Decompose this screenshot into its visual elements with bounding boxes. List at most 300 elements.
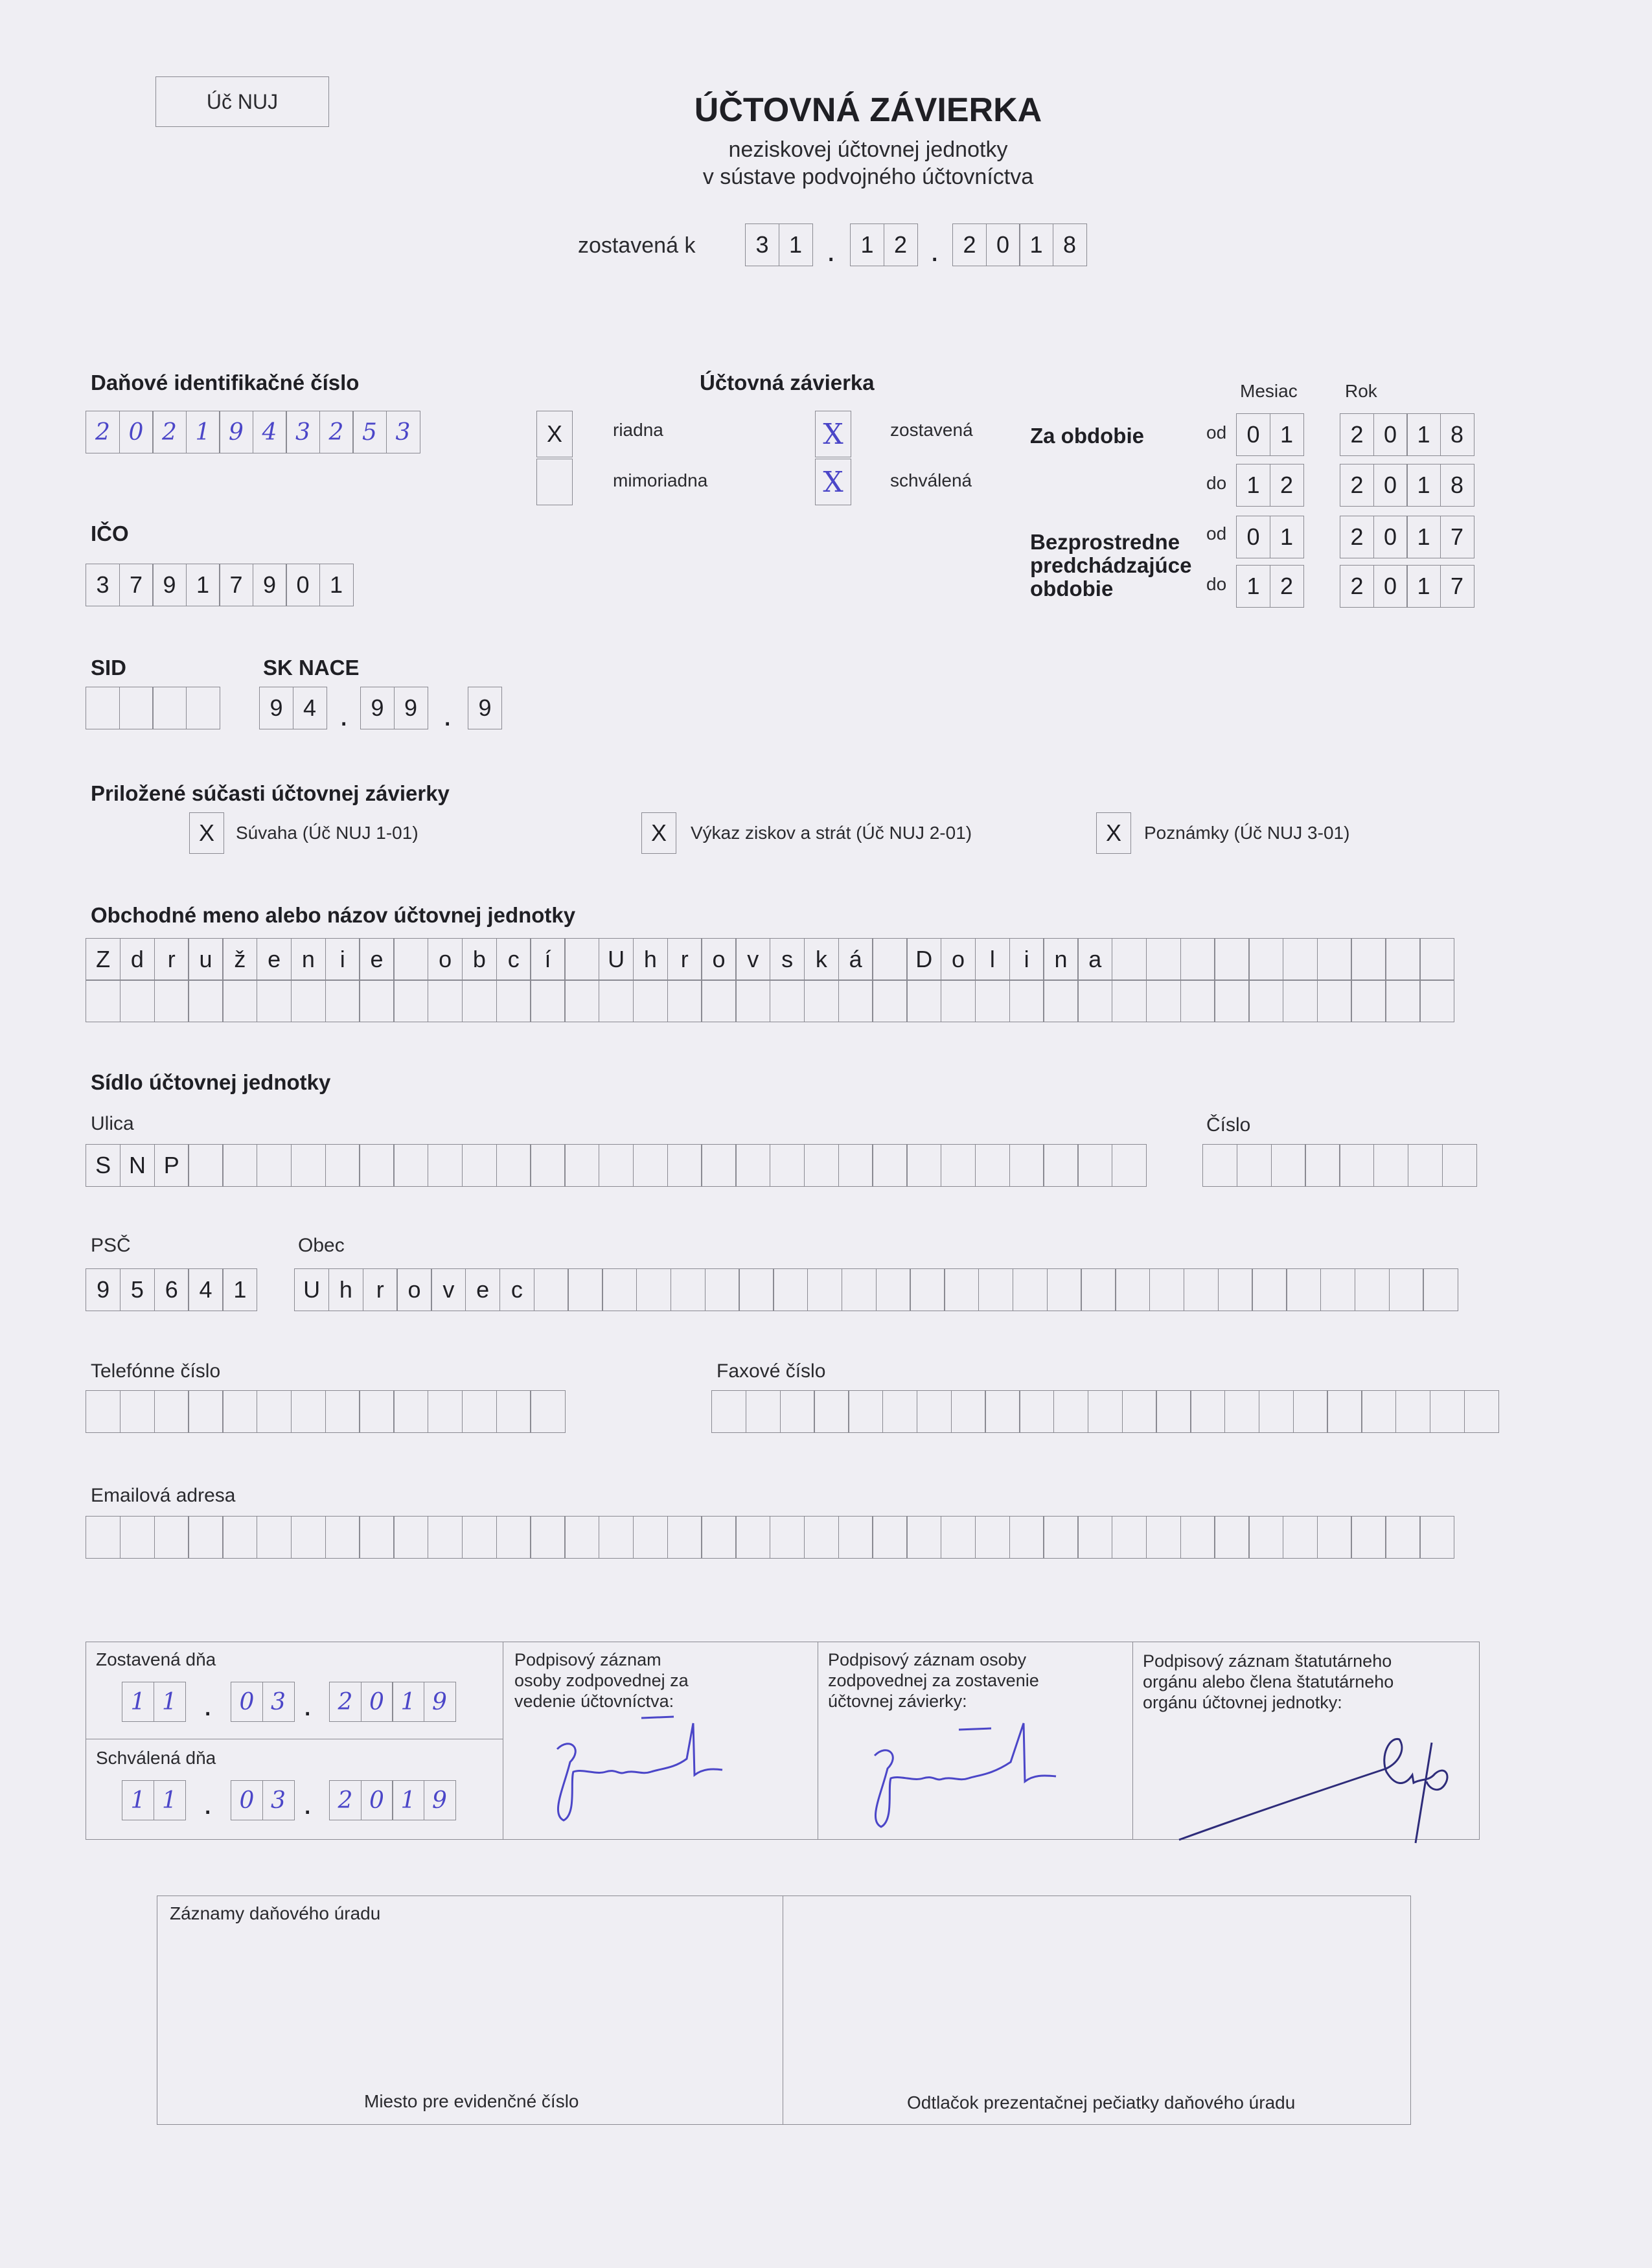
char-cell xyxy=(1214,938,1249,981)
from-label: od xyxy=(1206,422,1227,442)
char-cell xyxy=(359,1390,394,1433)
regular-checkbox[interactable]: X xyxy=(536,411,573,457)
char-cell xyxy=(1180,979,1215,1022)
prev-to-month-field[interactable] xyxy=(1236,565,1303,608)
digit: 1 xyxy=(1270,413,1304,456)
char-cell xyxy=(633,979,668,1022)
approved-on-month[interactable] xyxy=(231,1780,293,1820)
char-cell xyxy=(325,1390,360,1433)
char-cell xyxy=(1180,938,1215,981)
char-cell xyxy=(1146,938,1181,981)
char-cell xyxy=(1430,1390,1465,1433)
char-cell xyxy=(154,1516,189,1559)
prev-to-year-field[interactable] xyxy=(1340,565,1473,608)
char-cell xyxy=(1112,938,1147,981)
accounting-signature xyxy=(544,1710,739,1833)
char-cell xyxy=(86,1516,120,1559)
char-cell: á xyxy=(838,938,873,981)
char-cell xyxy=(1019,1390,1054,1433)
char-cell xyxy=(917,1390,952,1433)
digit: 1 xyxy=(1270,516,1304,558)
char-cell xyxy=(978,1268,1013,1311)
compiled-on-label: Zostavená dňa xyxy=(96,1649,216,1669)
char-cell xyxy=(1373,1144,1408,1187)
char-cell xyxy=(1214,1516,1249,1559)
char-cell xyxy=(564,979,599,1022)
char-cell: h xyxy=(633,938,668,981)
regular-label: riadna xyxy=(613,420,663,440)
compiled-date-label: zostavená k xyxy=(578,233,696,258)
sk-nace-part3[interactable] xyxy=(468,687,501,729)
compiled-day-field[interactable] xyxy=(745,223,812,266)
to-label: do xyxy=(1206,473,1227,493)
attachment-notes-checkbox[interactable]: X xyxy=(1096,812,1131,854)
compiled-on-year[interactable] xyxy=(329,1682,455,1722)
digit: 0 xyxy=(361,1682,393,1722)
char-cell xyxy=(773,1268,808,1311)
digit: 7 xyxy=(119,564,154,606)
char-cell xyxy=(530,979,565,1022)
char-cell xyxy=(428,1390,463,1433)
char-cell xyxy=(393,1144,428,1187)
tax-id-field[interactable] xyxy=(86,411,419,453)
char-cell xyxy=(633,1144,668,1187)
char-cell: c xyxy=(499,1268,534,1311)
char-cell xyxy=(1283,1516,1318,1559)
char-cell: n xyxy=(291,938,326,981)
digit: 1 xyxy=(1236,565,1270,608)
current-to-year-field[interactable] xyxy=(1340,464,1473,507)
digit: 1 xyxy=(122,1682,154,1722)
digit: 1 xyxy=(186,411,220,453)
char-cell: v xyxy=(735,938,770,981)
number-field[interactable] xyxy=(1202,1144,1476,1187)
char-cell xyxy=(807,1268,842,1311)
char-cell xyxy=(1237,1144,1272,1187)
char-cell xyxy=(1112,1516,1147,1559)
char-cell xyxy=(1283,979,1318,1022)
char-cell xyxy=(602,1268,637,1311)
char-cell xyxy=(154,979,189,1022)
char-cell xyxy=(951,1390,986,1433)
char-cell xyxy=(1385,979,1420,1022)
char-cell xyxy=(1202,1144,1237,1187)
approved-label: schválená xyxy=(890,470,972,490)
char-cell: 4 xyxy=(188,1268,223,1311)
char-cell xyxy=(1043,979,1078,1022)
char-cell xyxy=(711,1390,746,1433)
char-cell xyxy=(1184,1268,1219,1311)
char-cell: e xyxy=(257,938,292,981)
char-cell xyxy=(770,1516,805,1559)
digit: 9 xyxy=(253,564,287,606)
char-cell xyxy=(530,1390,565,1433)
char-cell xyxy=(1146,1516,1181,1559)
char-cell xyxy=(496,1144,531,1187)
digit: 2 xyxy=(329,1780,361,1820)
char-cell xyxy=(1385,938,1420,981)
char-cell xyxy=(848,1390,883,1433)
char-cell xyxy=(393,1516,428,1559)
registry-number-label: Miesto pre evidenčné číslo xyxy=(364,2091,579,2111)
char-cell xyxy=(1317,979,1352,1022)
char-cell xyxy=(599,1144,634,1187)
address-label: Sídlo účtovnej jednotky xyxy=(91,1070,331,1094)
current-from-month-field[interactable] xyxy=(1236,413,1303,456)
char-cell: Z xyxy=(86,938,120,981)
char-cell xyxy=(530,1516,565,1559)
char-cell xyxy=(1218,1268,1253,1311)
form-code: Úč NUJ xyxy=(206,89,279,113)
char-cell xyxy=(496,1390,531,1433)
street-label: Ulica xyxy=(91,1113,134,1134)
compiled-month-field[interactable] xyxy=(850,223,917,266)
digit: 0 xyxy=(1236,413,1270,456)
compiled-on-day[interactable] xyxy=(122,1682,185,1722)
char-cell xyxy=(462,979,497,1022)
digit: 1 xyxy=(186,564,220,606)
attachment-balance-label: Súvaha (Úč NUJ 1-01) xyxy=(236,823,419,843)
digit: 9 xyxy=(394,687,428,729)
char-cell xyxy=(325,1144,360,1187)
zip-label: PSČ xyxy=(91,1235,131,1256)
char-cell xyxy=(1149,1268,1184,1311)
digit: 1 xyxy=(1019,223,1053,266)
char-cell xyxy=(985,1390,1020,1433)
digit: 2 xyxy=(1270,565,1304,608)
char-cell xyxy=(906,1144,941,1187)
char-cell: r xyxy=(154,938,189,981)
statutory-signature xyxy=(1173,1723,1458,1846)
page-subtitle-1: neziskovej účtovnej jednotky xyxy=(728,137,1008,162)
char-cell xyxy=(1351,979,1386,1022)
char-cell xyxy=(257,979,292,1022)
char-cell xyxy=(804,1144,839,1187)
char-cell xyxy=(428,1516,463,1559)
tax-office-records-label: Záznamy daňového úradu xyxy=(170,1903,381,1923)
current-from-year-field[interactable] xyxy=(1340,413,1473,456)
char-cell xyxy=(428,979,463,1022)
digit: 0 xyxy=(1236,516,1270,558)
prev-from-month-field[interactable] xyxy=(1236,516,1303,558)
char-cell xyxy=(496,979,531,1022)
char-cell xyxy=(1351,938,1386,981)
char-cell xyxy=(599,979,634,1022)
char-cell xyxy=(188,1144,223,1187)
char-cell xyxy=(393,938,428,981)
digit: 1 xyxy=(850,223,884,266)
digit: 1 xyxy=(1406,516,1441,558)
char-cell: 1 xyxy=(222,1268,257,1311)
attachment-income-label: Výkaz ziskov a strát (Úč NUJ 2-01) xyxy=(691,823,972,843)
current-to-month-field[interactable] xyxy=(1236,464,1303,507)
digit: 5 xyxy=(352,411,387,453)
char-cell: o xyxy=(428,938,463,981)
char-cell xyxy=(1009,1516,1044,1559)
char-cell xyxy=(86,979,120,1022)
digit: 9 xyxy=(219,411,253,453)
char-cell: k xyxy=(804,938,839,981)
digit: 0 xyxy=(1373,464,1408,507)
char-cell xyxy=(876,1268,911,1311)
digit: 9 xyxy=(424,1682,456,1722)
entity-name-row-1[interactable] xyxy=(86,938,1454,981)
char-cell xyxy=(428,1144,463,1187)
char-cell xyxy=(393,979,428,1022)
from-label: od xyxy=(1206,523,1227,544)
char-cell: v xyxy=(431,1268,466,1311)
sk-nace-part1[interactable] xyxy=(259,687,326,729)
char-cell: d xyxy=(120,938,155,981)
approved-on-label: Schválená dňa xyxy=(96,1748,216,1768)
digit: 0 xyxy=(119,411,154,453)
digit: 1 xyxy=(319,564,354,606)
char-cell xyxy=(667,979,702,1022)
sid-field[interactable] xyxy=(86,687,219,729)
char-cell xyxy=(86,1390,120,1433)
char-cell xyxy=(882,1390,917,1433)
fax-field[interactable] xyxy=(711,1390,1498,1433)
separator-dot: . xyxy=(303,1787,312,1821)
char-cell xyxy=(906,1516,941,1559)
phone-field[interactable] xyxy=(86,1390,564,1433)
char-cell xyxy=(1156,1390,1191,1433)
attachment-notes-label: Poznámky (Úč NUJ 3-01) xyxy=(1144,823,1350,843)
email-field[interactable] xyxy=(86,1516,1454,1559)
char-cell xyxy=(838,979,873,1022)
char-cell xyxy=(1419,938,1454,981)
char-cell: 9 xyxy=(86,1268,120,1311)
char-cell xyxy=(188,1390,223,1433)
char-cell: r xyxy=(667,938,702,981)
char-cell xyxy=(804,979,839,1022)
number-label: Číslo xyxy=(1206,1114,1251,1136)
entity-name-row-2[interactable] xyxy=(86,979,1454,1022)
char-cell xyxy=(780,1390,815,1433)
char-cell xyxy=(1317,1516,1352,1559)
char-cell xyxy=(735,1144,770,1187)
char-cell xyxy=(770,979,805,1022)
previous-period-label-3: obdobie xyxy=(1030,577,1114,601)
char-cell: U xyxy=(599,938,634,981)
char-cell xyxy=(1423,1268,1458,1311)
char-cell xyxy=(291,1390,326,1433)
char-cell xyxy=(1248,1516,1283,1559)
prev-from-year-field[interactable] xyxy=(1340,516,1473,558)
attachment-income-checkbox[interactable]: X xyxy=(641,812,676,854)
char-cell xyxy=(1419,979,1454,1022)
digit xyxy=(119,687,154,729)
char-cell xyxy=(701,1144,736,1187)
separator-dot: . xyxy=(339,698,349,733)
char-cell xyxy=(564,1516,599,1559)
sk-nace-part2[interactable] xyxy=(360,687,427,729)
email-label: Emailová adresa xyxy=(91,1485,236,1506)
digit: 0 xyxy=(1373,516,1408,558)
previous-period-label-2: predchádzajúce xyxy=(1030,553,1192,577)
char-cell xyxy=(910,1268,945,1311)
char-cell xyxy=(359,979,394,1022)
digit: 1 xyxy=(154,1682,186,1722)
char-cell xyxy=(1464,1390,1499,1433)
char-cell xyxy=(462,1390,497,1433)
digit: 3 xyxy=(262,1682,295,1722)
char-cell xyxy=(564,938,599,981)
extraordinary-checkbox[interactable] xyxy=(536,459,573,505)
char-cell xyxy=(975,1516,1010,1559)
char-cell xyxy=(1408,1144,1443,1187)
compiled-label: zostavená xyxy=(890,420,973,440)
city-label: Obec xyxy=(298,1235,345,1256)
char-cell xyxy=(975,1144,1010,1187)
digit: 8 xyxy=(1440,413,1474,456)
char-cell xyxy=(705,1268,740,1311)
digit: 2 xyxy=(884,223,918,266)
char-cell xyxy=(1043,1516,1078,1559)
char-cell xyxy=(188,1516,223,1559)
month-header: Mesiac xyxy=(1240,381,1298,401)
char-cell xyxy=(1395,1390,1430,1433)
char-cell xyxy=(291,1516,326,1559)
digit: 0 xyxy=(231,1682,263,1722)
char-cell xyxy=(291,1144,326,1187)
char-cell xyxy=(1351,1516,1386,1559)
char-cell xyxy=(1385,1516,1420,1559)
separator-dot: . xyxy=(203,1787,212,1821)
digit: 3 xyxy=(745,223,779,266)
digit: 1 xyxy=(1406,565,1441,608)
sk-nace-label: SK NACE xyxy=(263,656,360,680)
page-title: ÚČTOVNÁ ZÁVIERKA xyxy=(694,91,1042,129)
char-cell xyxy=(1293,1390,1328,1433)
compiled-checkbox[interactable]: X xyxy=(815,411,851,457)
char-cell xyxy=(222,1390,257,1433)
char-cell xyxy=(838,1516,873,1559)
digit: 2 xyxy=(319,411,354,453)
fax-label: Faxové číslo xyxy=(717,1360,826,1382)
digit xyxy=(186,687,220,729)
divider xyxy=(1132,1642,1133,1840)
char-cell xyxy=(735,979,770,1022)
digit: 9 xyxy=(468,687,502,729)
char-cell xyxy=(1081,1268,1116,1311)
separator-dot: . xyxy=(827,234,836,268)
char-cell xyxy=(393,1390,428,1433)
char-cell xyxy=(154,1390,189,1433)
approved-checkbox[interactable]: X xyxy=(815,459,851,505)
char-cell xyxy=(222,1144,257,1187)
char-cell xyxy=(568,1268,602,1311)
char-cell xyxy=(599,1516,634,1559)
attachment-balance-checkbox[interactable]: X xyxy=(189,812,224,854)
separator-dot: . xyxy=(203,1688,212,1723)
digit: 3 xyxy=(262,1780,295,1820)
char-cell xyxy=(1122,1390,1157,1433)
city-field[interactable] xyxy=(294,1268,1457,1311)
char-cell xyxy=(1013,1268,1048,1311)
char-cell xyxy=(462,1144,497,1187)
char-cell xyxy=(1286,1268,1321,1311)
digit: 7 xyxy=(219,564,253,606)
compiled-year-field[interactable] xyxy=(952,223,1086,266)
digit: 9 xyxy=(424,1780,456,1820)
digit: 7 xyxy=(1440,516,1474,558)
char-cell xyxy=(944,1268,979,1311)
char-cell xyxy=(636,1268,671,1311)
digit: 0 xyxy=(1373,565,1408,608)
char-cell: b xyxy=(462,938,497,981)
char-cell xyxy=(222,1516,257,1559)
approved-on-day[interactable] xyxy=(122,1780,185,1820)
digit: 1 xyxy=(154,1780,186,1820)
current-period-label: Za obdobie xyxy=(1030,424,1144,448)
digit: 0 xyxy=(286,564,320,606)
char-cell xyxy=(496,1516,531,1559)
char-cell xyxy=(1283,938,1318,981)
char-cell xyxy=(1317,938,1352,981)
digit: 3 xyxy=(86,564,120,606)
char-cell xyxy=(462,1516,497,1559)
digit: 2 xyxy=(1340,464,1374,507)
digit: 4 xyxy=(253,411,287,453)
char-cell xyxy=(1180,1516,1215,1559)
char-cell xyxy=(1009,1144,1044,1187)
char-cell xyxy=(1047,1268,1082,1311)
phone-label: Telefónne číslo xyxy=(91,1360,221,1382)
char-cell xyxy=(120,1516,155,1559)
char-cell xyxy=(359,1144,394,1187)
tax-office-section xyxy=(157,1896,1411,2125)
char-cell: U xyxy=(294,1268,329,1311)
char-cell xyxy=(257,1144,292,1187)
char-cell xyxy=(746,1390,781,1433)
digit: 1 xyxy=(779,223,813,266)
char-cell xyxy=(872,938,907,981)
char-cell xyxy=(941,979,976,1022)
compiled-on-month[interactable] xyxy=(231,1682,293,1722)
separator-dot: . xyxy=(303,1688,312,1723)
zip-field[interactable] xyxy=(86,1268,257,1311)
street-field[interactable] xyxy=(86,1144,1146,1187)
char-cell: e xyxy=(359,938,394,981)
char-cell xyxy=(814,1390,849,1433)
char-cell xyxy=(770,1144,805,1187)
statement-type-label: Účtovná závierka xyxy=(700,371,875,395)
to-label: do xyxy=(1206,574,1227,594)
approved-on-year[interactable] xyxy=(329,1780,455,1820)
char-cell xyxy=(1112,979,1147,1022)
digit: 1 xyxy=(1236,464,1270,507)
digit: 3 xyxy=(386,411,420,453)
char-cell: P xyxy=(154,1144,189,1187)
digit: 3 xyxy=(286,411,320,453)
char-cell: c xyxy=(496,938,531,981)
char-cell: 5 xyxy=(120,1268,155,1311)
digit xyxy=(152,687,187,729)
digit: 2 xyxy=(952,223,987,266)
char-cell: D xyxy=(906,938,941,981)
char-cell xyxy=(1043,1144,1078,1187)
ico-field[interactable] xyxy=(86,564,352,606)
char-cell xyxy=(671,1268,706,1311)
char-cell xyxy=(701,1516,736,1559)
char-cell: o xyxy=(941,938,976,981)
digit: 1 xyxy=(392,1780,424,1820)
tax-office-stamp-label: Odtlačok prezentačnej pečiatky daňového úradu xyxy=(907,2092,1296,2113)
char-cell: 6 xyxy=(154,1268,189,1311)
char-cell xyxy=(1009,979,1044,1022)
char-cell xyxy=(1146,979,1181,1022)
